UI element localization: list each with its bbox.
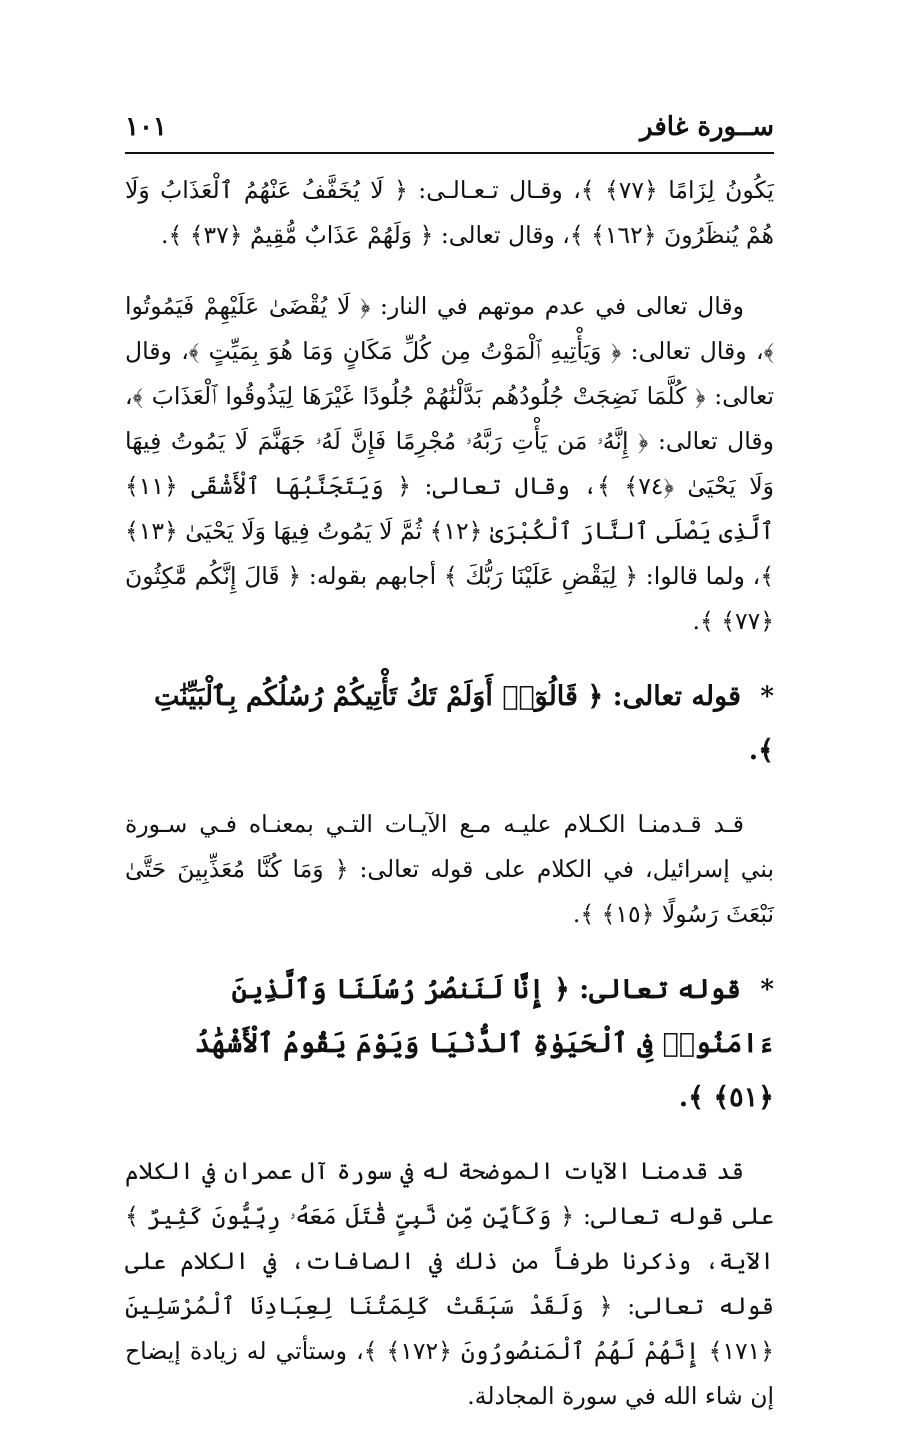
paragraph-text: قـد قـدمنـا الكـلام عليـه مـع الآيـات التـي بمعنـاه فـي سـورة بني إسرائيل، في الكلام على قوله تعالى: ﴿ وَمَا كُنَّا مُعَذِّبِينَ حَتَّىٰ نَبْعَثَ رَسُولًا ﴿١٥﴾ ﴾. (125, 810, 774, 928)
surah-title: ســورة غافر (640, 112, 774, 142)
page-number: ١٠١ (125, 112, 167, 142)
heading-verse: ﴿ إِنَّا لَنَنصُرُ رُسُلَنَا وَٱلَّذِينَ ءَامَنُوا۟ فِى ٱلْحَيَوٰةِ ٱلدُّنْيَا وَيَوْمَ يَقُومُ ٱلْأَشْهَٰدُ ﴿٥١﴾ ﴾. (194, 974, 774, 1113)
heading-verse: ﴿ قَالُوٓا۟ أَوَلَمْ تَكُ تَأْتِيكُمْ رُسُلُكُم بِٱلْبَيِّنَٰتِ ﴾. (153, 681, 774, 766)
paragraph-text: وقال تعالى في عدم موتهم في النار: ﴿ لَا يُقْضَىٰ عَلَيْهِمْ فَيَمُوتُوا ﴾، وقال تعالى: ﴿ وَيَأْتِيهِ ٱلْمَوْتُ مِن كُلِّ مَكَانٍ وَمَا هُوَ بِمَيِّتٍ ﴾، وقال تعالى: ﴿ كُلَّمَا نَضِجَتْ جُلُودُهُم بَدَّلْنَٰهُمْ جُلُودًا غَيْرَهَا لِيَذُوقُوا ٱلْعَذَابَ ﴾، وقال تعالى: ﴿ إِنَّهُۥ مَن يَأْتِ رَبَّهُۥ مُجْرِمًا فَإِنَّ لَهُۥ جَهَنَّمَ لَا يَمُوتُ فِيهَا وَلَا يَحْيَىٰ ﴿٧٤﴾ ﴾، وقال تعالى: ﴿ وَيَتَجَنَّبُهَا ٱلْأَشْقَى ﴿١١﴾ ٱلَّذِى يَصْلَى ٱلنَّارَ ٱلْكُبْرَىٰ ﴿١٢﴾ ثُمَّ لَا يَمُوتُ فِيهَا وَلَا يَحْيَىٰ ﴿١٣﴾ ﴾، ولما قالوا: ﴿ لِيَقْضِ عَلَيْنَا رَبُّكَ ﴾ أجابهم بقوله: ﴿ قَالَ إِنَّكُم مَّٰكِثُونَ ﴿٧٧﴾ ﴾. (125, 292, 774, 635)
paragraph-text: يَكُونُ لِزَامًا ﴿٧٧﴾ ﴾، وقـال تـعـالـى: ﴿ لَا يُخَفَّفُ عَنْهُمُ ٱلْعَذَابُ وَلَا هُمْ يُنظَرُونَ ﴿١٦٢﴾ ﴾، وقال تعالى: ﴿ وَلَهُمْ عَذَابٌ مُّقِيمٌ ﴿٣٧﴾ ﴾. (125, 176, 774, 249)
section-heading-messengers-clear-proofs (125, 670, 774, 778)
paragraph-text: قد قدمنا الآيات الموضحة له في سورة آل عمران في الكلام على قوله تعالى: ﴿ وَكَأَيِّن مِّن نَّبِىٍّ قَٰتَلَ مَعَهُۥ رِبِّيُّونَ كَثِيرٌ ﴾ الآية، وذكرنا طرفاً من ذلك في الصافات، في الكلام على قوله تعالى: ﴿ وَلَقَدْ سَبَقَتْ كَلِمَتُنَا لِعِبَادِنَا ٱلْمُرْسَلِينَ ﴿١٧١﴾ إِنَّهُمْ لَهُمُ ٱلْمَنصُورُونَ ﴿١٧٢﴾ ﴾، وستأتي له زيادة إيضاح إن شاء الله في سورة المجادلة. (125, 1157, 774, 1410)
paragraph-no-death-in-fire (125, 284, 774, 644)
heading-lead: قوله تعالى: (612, 681, 741, 712)
page-header (125, 108, 774, 154)
page-body (125, 168, 774, 1445)
star-marker: * (760, 682, 774, 712)
paragraph-al-imran-reference (125, 1149, 774, 1419)
star-marker: * (760, 975, 774, 1005)
section-heading-victory-of-messengers (125, 963, 774, 1125)
paragraph-punishment-continues (125, 168, 774, 258)
heading-lead: قوله تعالى: (579, 974, 741, 1005)
paragraph-bani-israil-reference (125, 802, 774, 937)
